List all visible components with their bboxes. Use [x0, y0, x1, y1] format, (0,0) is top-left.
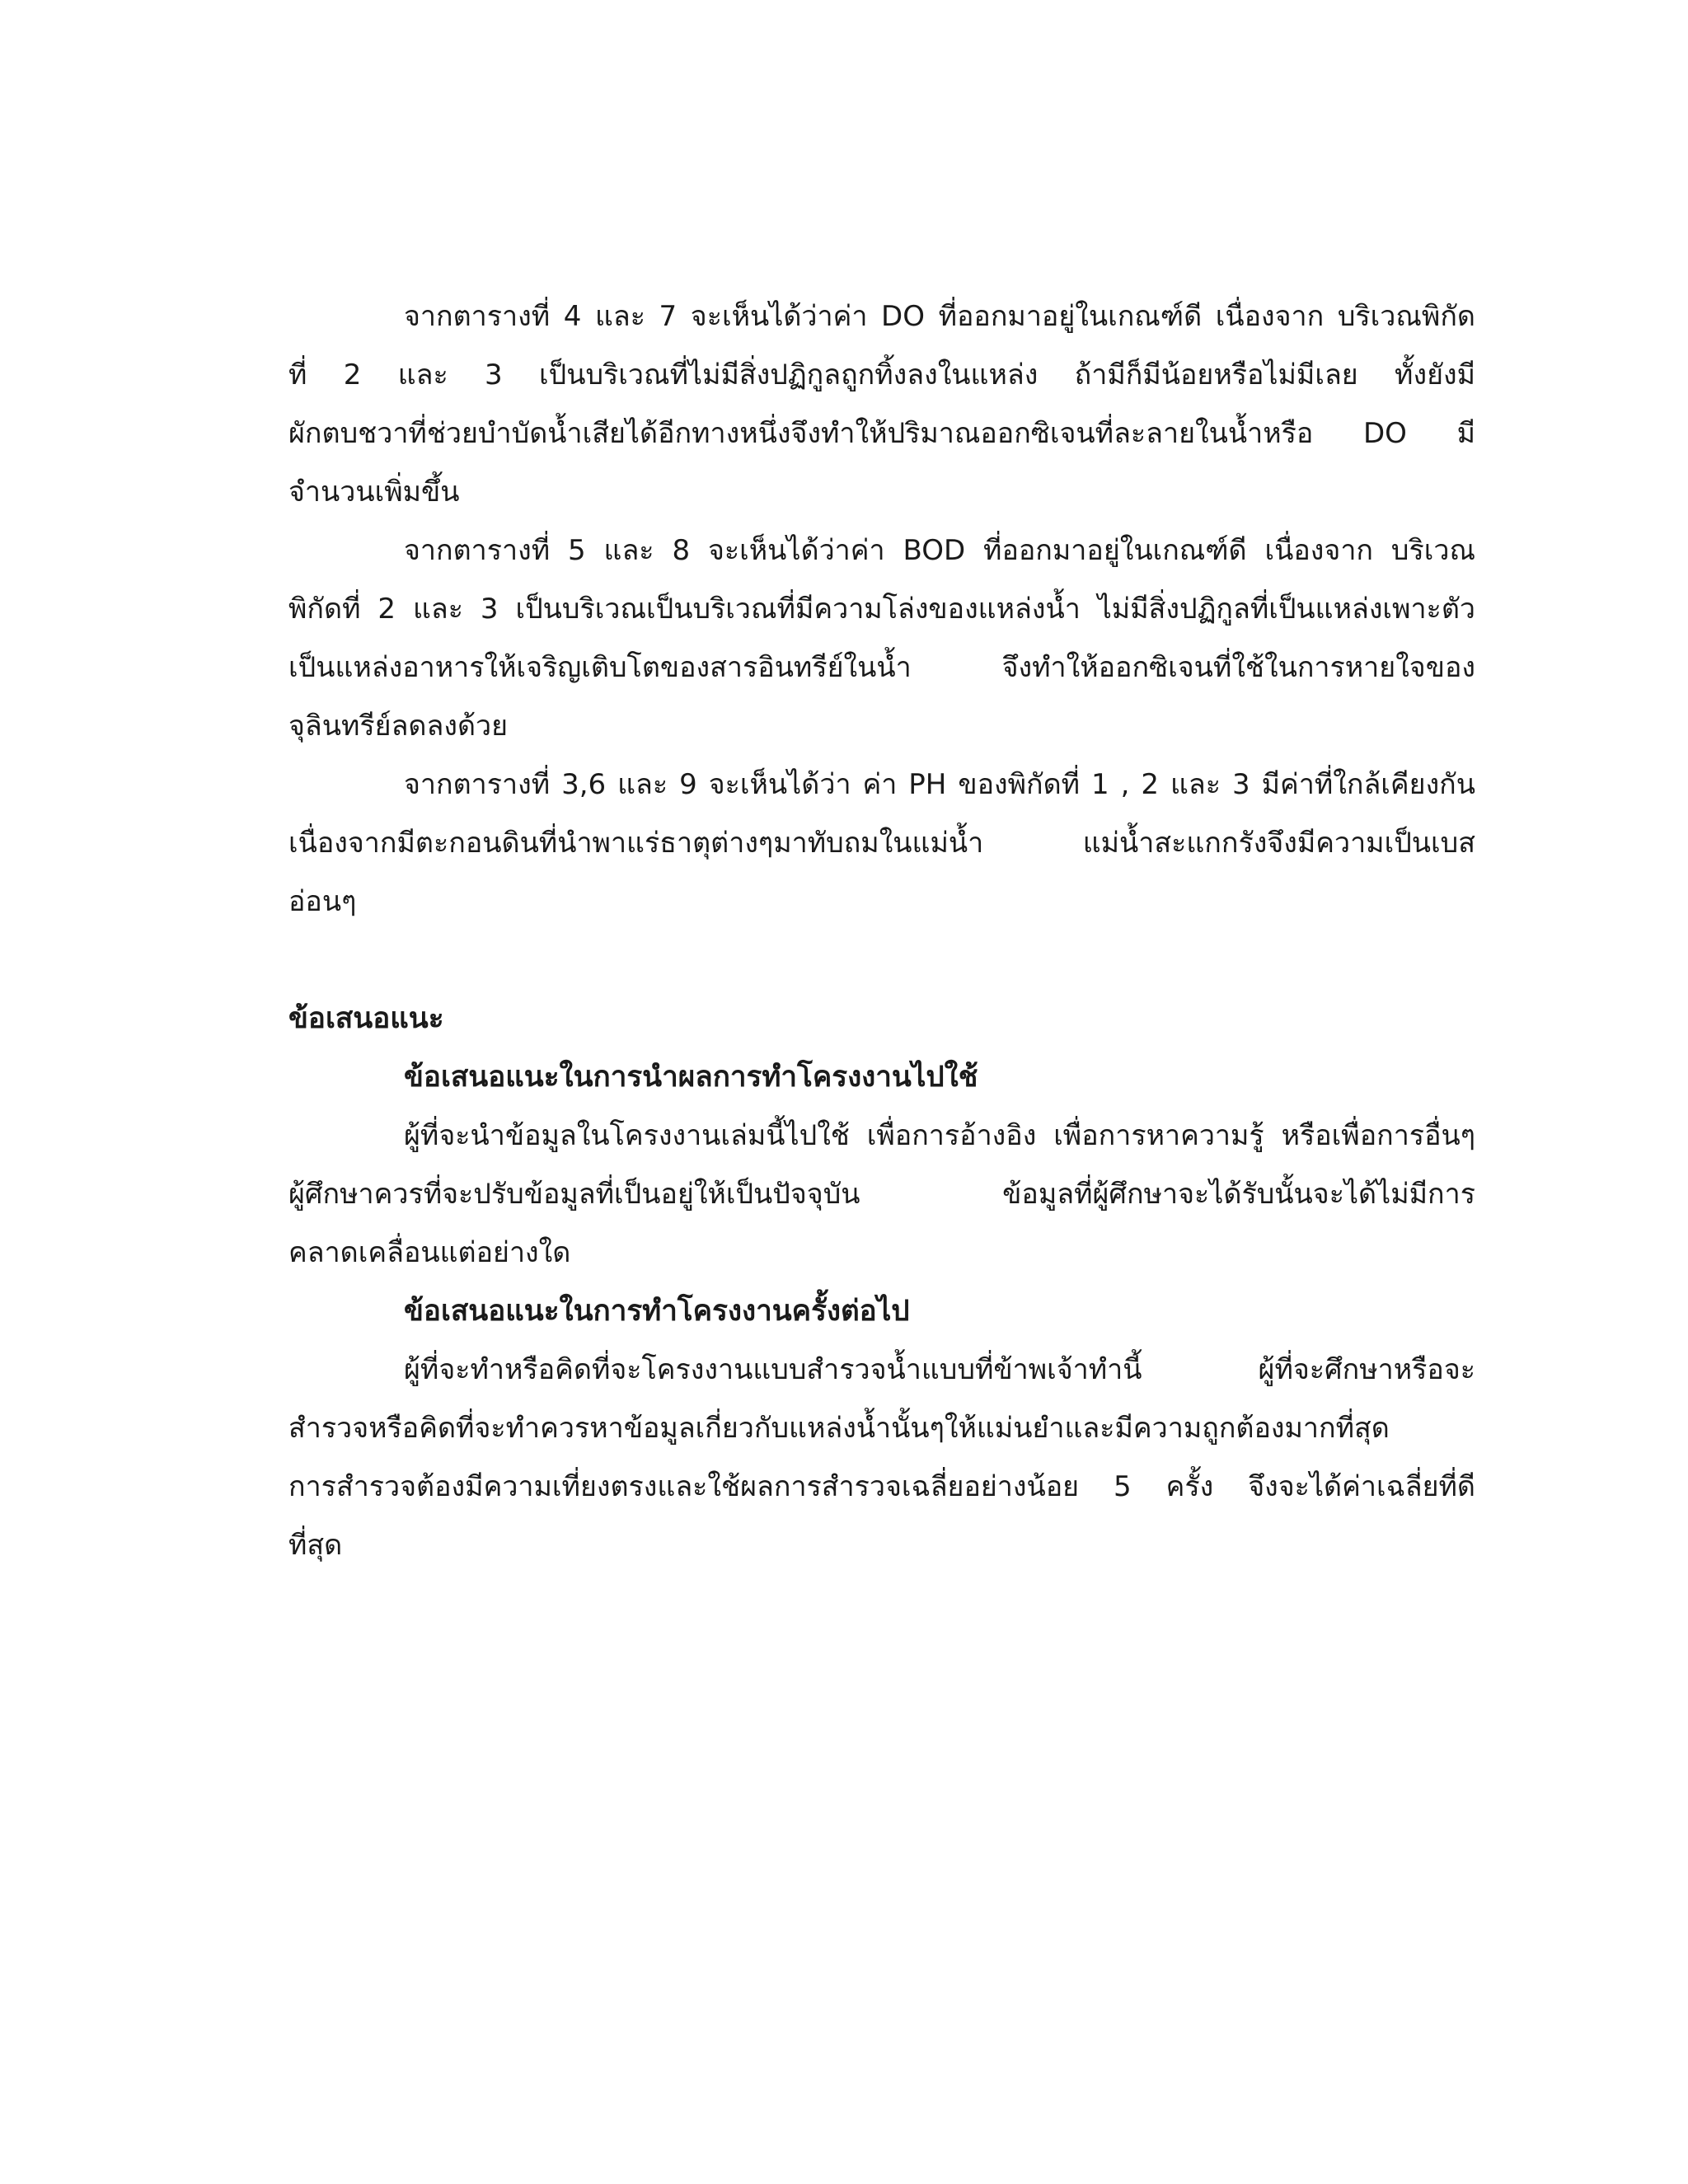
suggestion-next-line-3: การสำรวจต้องมีความเที่ยงตรงและใช้ผลการสำรวจเฉลี่ยอย่างน้อย 5 ครั้ง จึงจะได้ค่าเฉลี่ยที่ดี [288, 1470, 1475, 1503]
paragraph-bod-line-3: เป็นแหล่งอาหารให้เจริญเติบโตของสารอินทรีย์ในน้ำ จึงทำให้ออกซิเจนที่ใช้ในการหายใจของ [288, 651, 1475, 684]
suggestions-heading: ข้อเสนอแนะ [288, 1002, 444, 1035]
paragraph-do-line-2: ที่ 2 และ 3 เป็นบริเวณที่ไม่มีสิ่งปฏิกูลถูกทิ้งลงในแหล่ง ถ้ามีก็มีน้อยหรือไม่มีเลย ทั้งยังมี [288, 359, 1475, 391]
paragraph-do-line-1: จากตารางที่ 4 และ 7 จะเห็นได้ว่าค่า DO ที่ออกมาอยู่ในเกณฑ์ดี เนื่องจาก บริเวณพิกัด [404, 300, 1475, 333]
paragraph-bod-line-2: พิกัดที่ 2 และ 3 เป็นบริเวณเป็นบริเวณที่มีความโล่งของแหล่งน้ำ ไม่มีสิ่งปฏิกูลที่เป็นแหล่งเพาะตัว [288, 593, 1475, 626]
suggestion-next-heading: ข้อเสนอแนะในการทำโครงงานครั้งต่อไป [404, 1295, 910, 1328]
paragraph-do-line-4: จำนวนเพิ่มขึ้น [288, 476, 460, 509]
suggestion-use-line-2: ผู้ศึกษาควรที่จะปรับข้อมูลที่เป็นอยู่ให้เป็นปัจจุบัน ข้อมูลที่ผู้ศึกษาจะได้รับนั้นจะได้ไม่มีการ [288, 1178, 1475, 1211]
suggestion-next-line-1: ผู้ที่จะทำหรือคิดที่จะโครงงานแบบสำรวจน้ำแบบที่ข้าพเจ้าทำนี้ ผู้ที่จะศึกษาหรือจะ [404, 1353, 1475, 1386]
paragraph-bod-line-4: จุลินทรีย์ลดลงด้วย [288, 710, 509, 743]
suggestion-use-line-3: คลาดเคลื่อนแต่อย่างใด [288, 1236, 571, 1269]
paragraph-ph-line-3: อ่อนๆ [288, 885, 357, 918]
paragraph-ph-line-2: เนื่องจากมีตะกอนดินที่นำพาแร่ธาตุต่างๆมาทับถมในแม่น้ำ แม่น้ำสะแกกรังจึงมีความเป็นเบส [288, 827, 1475, 860]
suggestion-next-line-2: สำรวจหรือคิดที่จะทำควรหาข้อมูลเกี่ยวกับแหล่งน้ำนั้นๆให้แม่นยำและมีความถูกต้องมากที่สุด [288, 1412, 1390, 1445]
suggestion-use-heading: ข้อเสนอแนะในการนำผลการทำโครงงานไปใช้ [404, 1061, 978, 1094]
suggestion-use-line-1: ผู้ที่จะนำข้อมูลในโครงงานเล่มนี้ไปใช้ เพื่อการอ้างอิง เพื่อการหาความรู้ หรือเพื่อการอื่นๆ [404, 1119, 1475, 1152]
suggestion-next-line-4: ที่สุด [288, 1529, 343, 1562]
paragraph-bod-line-1: จากตารางที่ 5 และ 8 จะเห็นได้ว่าค่า BOD ที่ออกมาอยู่ในเกณฑ์ดี เนื่องจาก บริเวณ [404, 534, 1475, 567]
paragraph-ph-line-1: จากตารางที่ 3,6 และ 9 จะเห็นได้ว่า ค่า PH ของพิกัดที่ 1 , 2 และ 3 มีค่าที่ใกล้เคียงกัน [404, 768, 1475, 801]
paragraph-do-line-3: ผักตบชวาที่ช่วยบำบัดน้ำเสียได้อีกทางหนึ่งจึงทำให้ปริมาณออกซิเจนที่ละลายในน้ำหรือ DO มี [288, 417, 1475, 450]
